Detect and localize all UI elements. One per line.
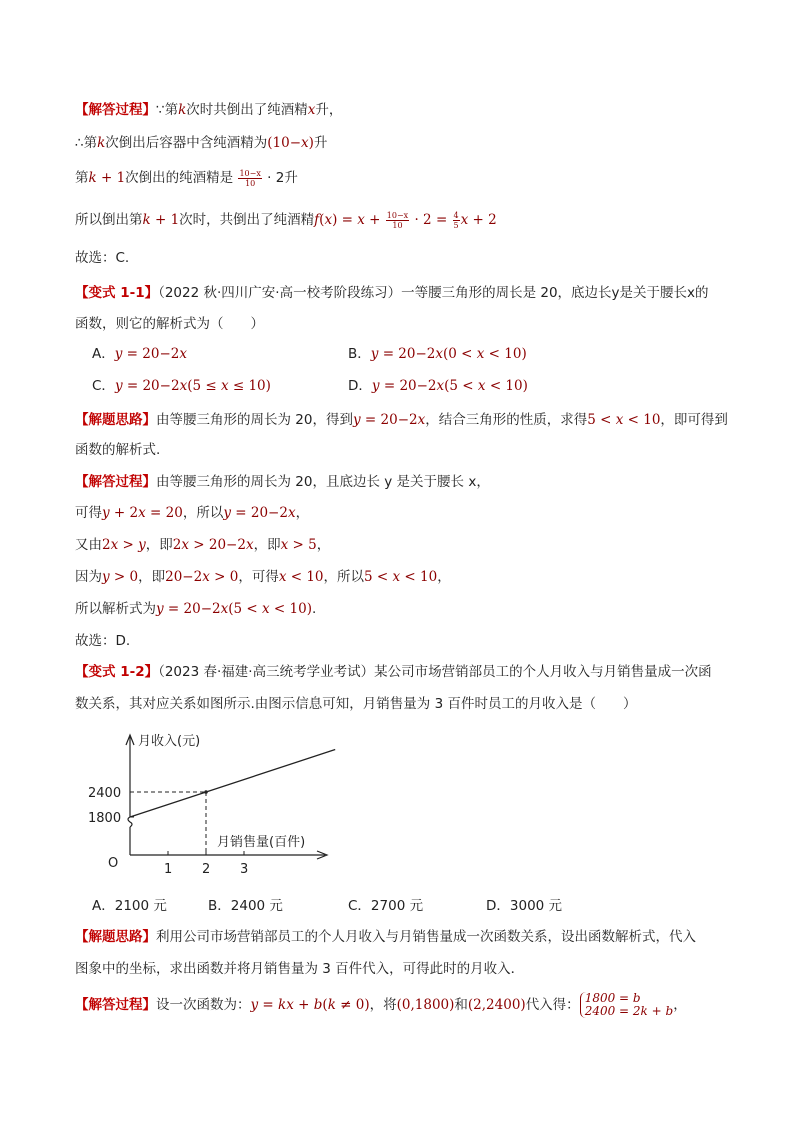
q1-hint-line2: 函数的解析式. xyxy=(75,442,161,458)
q1-stem-line2: 函数，则它的解析式为（ ） xyxy=(75,316,264,332)
y-axis-break xyxy=(128,817,132,827)
q1-option-d: D．y = 20−2x(5 < x < 10) xyxy=(348,378,528,394)
block1-line1: 【解答过程】∵第k次时共倒出了纯酒精x升， xyxy=(75,102,343,118)
q2-stem-line2: 数关系，其对应关系如图所示.由图示信息可知，月销售量为 3 百件时员工的月收入是（ ） xyxy=(75,696,637,712)
marked-point xyxy=(204,790,208,794)
block1-line4: 所以倒出第k + 1次时，共倒出了纯酒精f(x) = x + $\frac{10-x}{10}$ · 2 = $\frac{4}{5}$ x + 2 xyxy=(75,210,497,230)
q2-hint-line2: 图象中的坐标，求出函数并将月销售量为 3 百件代入，可得此时的月收入． xyxy=(75,961,525,977)
x-tick-label: 2 xyxy=(202,862,211,877)
block1-line3: 第k + 1次倒出的纯酒精是 $\frac{10-x}{10}$ · 2升 xyxy=(75,168,298,188)
q1-hint-line1: 【解题思路】由等腰三角形的周长为 20，得到y = 20−2x，结合三角形的性质，求得5 < x < 10，即可得到 xyxy=(75,412,728,428)
q2-hint-line1: 【解题思路】利用公司市场营销部员工的个人月收入与月销售量成一次函数关系，设出函数解析式，代入 xyxy=(75,929,696,945)
y-tick-label: 2400 xyxy=(88,786,122,801)
q1-solution-line4: 因为y > 0，即20−2x > 0，可得x < 10，所以5 < x < 10， xyxy=(75,569,451,585)
block1-answer: 故选：C. xyxy=(75,250,130,266)
q2-option-b: B．2400 元 xyxy=(208,898,283,914)
x-tick-label: 1 xyxy=(164,862,173,877)
q1-stem-line1: 【变式 1-1】（2022 秋·四川广安·高一校考阶段练习）一等腰三角形的周长是 20，底边长y是关于腰长x的 xyxy=(75,285,709,301)
q2-stem-line1: 【变式 1-2】（2023 春·福建·高三统考学业考试）某公司市场营销部员工的个人月收入与月销售量成一次函 xyxy=(75,664,712,680)
q1-option-c: C．y = 20−2x(5 ≤ x ≤ 10) xyxy=(92,378,271,394)
block1-line2: ∴第k次倒出后容器中含纯酒精为(10−x)升 xyxy=(75,135,328,151)
q1-solution-line5: 所以解析式为y = 20−2x(5 < x < 10). xyxy=(75,601,317,617)
q2-option-d: D．3000 元 xyxy=(486,898,563,914)
y-axis-label: 月收入(元) xyxy=(138,734,201,749)
q2-solution-line1: 【解答过程】设一次函数为：y = kx + b(k ≠ 0)，将(0,1800)和(2,2400)代入得： 1800 = b 2400 = 2k + b ， xyxy=(75,991,687,1018)
income-line xyxy=(130,750,335,818)
income-chart xyxy=(85,725,345,885)
q1-option-b: B．y = 20−2x(0 < x < 10) xyxy=(348,346,527,362)
q1-answer: 故选：D. xyxy=(75,633,131,649)
x-tick-label: 3 xyxy=(240,862,249,877)
equation-system: 1800 = b 2400 = 2k + b xyxy=(580,992,674,1018)
q1-solution-line2: 可得y + 2x = 20，所以y = 20−2x， xyxy=(75,505,310,521)
q2-option-a: A．2100 元 xyxy=(92,898,167,914)
q2-option-c: C．2700 元 xyxy=(348,898,424,914)
y-tick-label: 1800 xyxy=(88,811,122,826)
q1-option-a: A．y = 20−2x xyxy=(92,346,187,362)
q1-solution-line3: 又由2x > y，即2x > 20−2x，即x > 5， xyxy=(75,537,331,553)
x-axis-label: 月销售量(百件) xyxy=(217,835,306,850)
origin-label: O xyxy=(108,856,119,871)
q1-solution-line1: 【解答过程】由等腰三角形的周长为 20，且底边长 y 是关于腰长 x， xyxy=(75,474,490,490)
